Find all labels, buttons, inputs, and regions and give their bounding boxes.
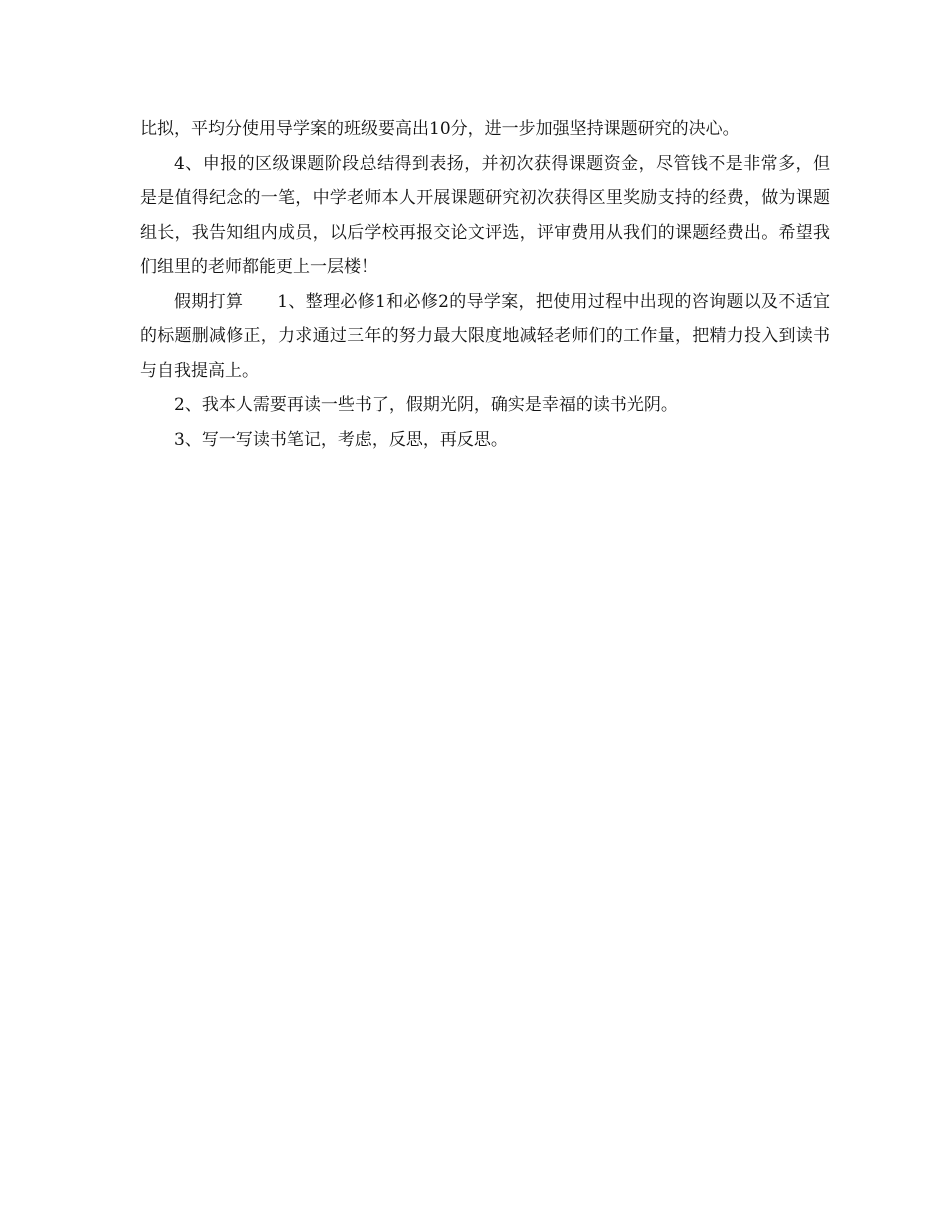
paragraph-holiday-plan bbox=[140, 285, 830, 389]
paragraph-plan-item-2: 2、我本人需要再读一些书了，假期光阴，确实是幸福的读书光阴。 bbox=[174, 395, 678, 415]
holiday-plan-item-1: 1、整理必修1和必修2的导学案，把使用过程中出现的咨询题以及不适宜的标题删减修正，力求通过三年的努力最大限度地减轻老师们的工作量，把精力投入到读书与自我提高上。 bbox=[140, 291, 831, 381]
document-body bbox=[140, 112, 830, 457]
paragraph-item-4: 4、申报的区级课题阶段总结得到表扬，并初次获得课题资金，尽管钱不是非常多，但是是值得纪念的一笔，中学老师本人开展课题研究初次获得区里奖励支持的经费，做为课题组长，我告知组内成员，以后学校再报交论文评选，评审费用从我们的课题经费出。希望我们组里的老师都能更上一层楼！ bbox=[140, 153, 830, 277]
paragraph-plan-item-3: 3、写一写读书笔记，考虑，反思，再反思。 bbox=[174, 429, 508, 450]
holiday-plan-heading: 假期打算 bbox=[174, 291, 244, 312]
paragraph-continuation: 比拟，平均分使用导学案的班级要高出10分，进一步加强坚持课题研究的决心。 bbox=[140, 119, 740, 139]
